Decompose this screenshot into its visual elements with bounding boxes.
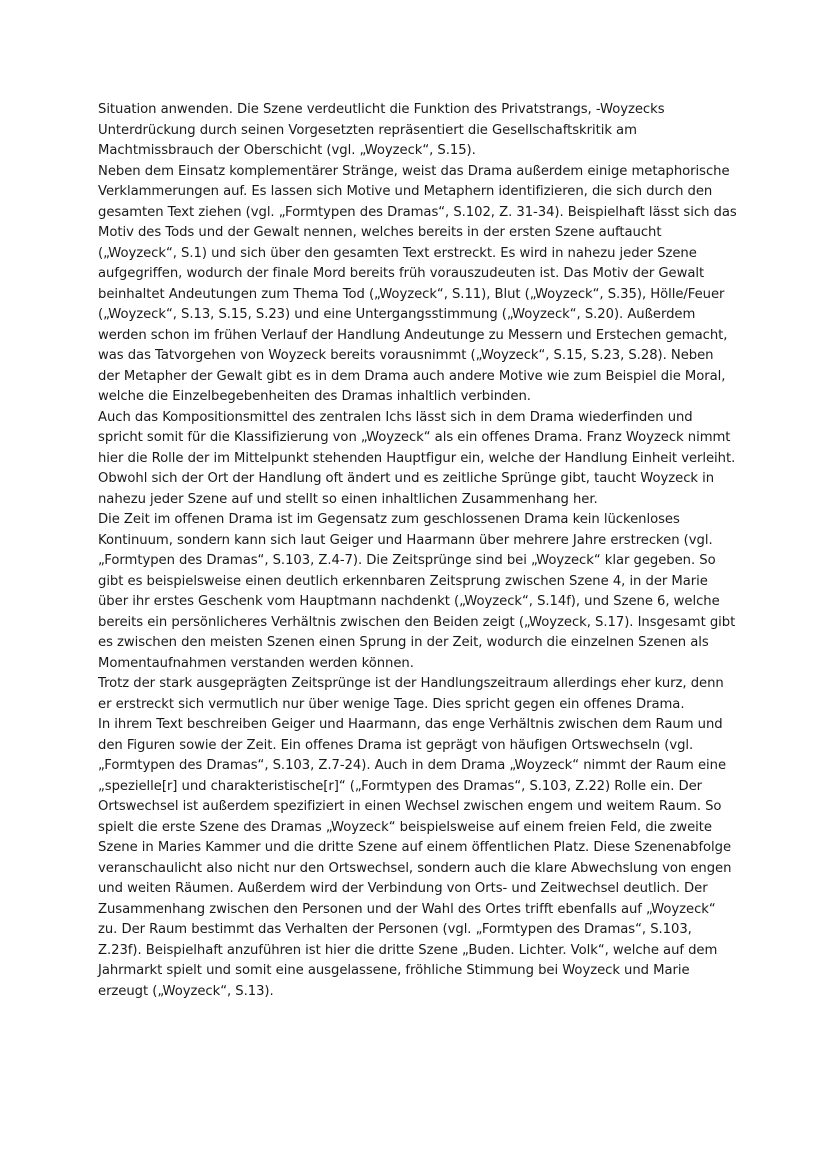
paragraph-time-span: Trotz der stark ausgeprägten Zeitsprünge ist der Handlungszeitraum allerdings eher kurz, denn er erstreckt sich vermutlich nur über wenige Tage. Dies spricht gegen ein offenes Drama. [98, 676, 724, 712]
paragraph-situation: Situation anwenden. Die Szene verdeutlicht die Funktion des Privatstrangs, -Woyzecks Unterdrückung durch seinen Vorgesetzten repräsentiert die Gesellschaftskritik am Machtmissbrauch der Oberschicht (vgl. „Woyzeck“, S.15). [98, 102, 665, 158]
paragraph-time: Die Zeit im offenen Drama ist im Gegensatz zum geschlossenen Drama kein lückenloses Kontinuum, sondern kann sich laut Geiger und Haarmann über mehrere Jahre erstrecken (vgl. „Formtypen des Dramas“, S.103, Z.4-7). Die Zeitsprünge sind bei „Woyzeck“ klar gegeben. So gibt es beispielsweise einen deutlich erkennbaren Zeitsprung zwischen Szene 4, in der Marie über ihr erstes Geschenk vom Hauptmann nachdenkt („Woyzeck“, S.14f), und Szene 6, welche bereits ein persönlicheres Verhältnis zwischen den Beiden zeigt („Woyzeck, S.17). Insgesamt gibt es zwischen den meisten Szenen einen Sprung in der Zeit, wodurch die einzelnen Szenen als Momentaufnahmen verstanden werden können. [98, 512, 736, 671]
document-page [98, 100, 738, 1002]
paragraph-central-self: Auch das Kompositionsmittel des zentralen Ichs lässt sich in dem Drama wiederfinden und spricht somit für die Klassifizierung von „Woyzeck“ als ein offenes Drama. Franz Woyzeck nimmt hier die Rolle der im Mittelpunkt stehenden Hauptfigur ein, welche der Handlung Einheit verleiht. Obwohl sich der Ort der Handlung oft ändert und es zeitliche Sprünge gibt, taucht Woyzeck in nahezu jeder Szene auf und stellt so einen inhaltlichen Zusammenhang her. [98, 409, 736, 507]
paragraph-metaphors: Neben dem Einsatz komplementärer Stränge, weist das Drama außerdem einige metaphorische Verklammerungen auf. Es lassen sich Motive und Metaphern identifizieren, die sich durch den gesamten Text ziehen (vgl. „Formtypen des Dramas“, S.102, Z. 31-34). Beispielhaft lässt sich das Motiv des Tods und der Gewalt nennen, welches bereits in der ersten Szene auftaucht („Woyzeck“, S.1) und sich über den gesamten Text erstreckt. Es wird in nahezu jeder Szene aufgegriffen, wodurch der finale Mord bereits früh vorauszudeuten ist. Das Motiv der Gewalt beinhaltet Andeutungen zum Thema Tod („Woyzeck“, S.11), Blut („Woyzeck“, S.35), Hölle/Feuer („Woyzeck“, S.13, S.15, S.23) und eine Untergangsstimmung („Woyzeck“, S.20). Außerdem werden schon im frühen Verlauf der Handlung Andeutunge zu Messern und Erstechen gemacht, was das Tatvorgehen von Woyzeck bereits vorausnimmt („Woyzeck“, S.15, S.23, S.28). Neben der Metapher der Gewalt gibt es in dem Drama auch andere Motive wie zum Beispiel die Moral, welche die Einzelbegebenheiten des Dramas inhaltlich verbinden. [98, 163, 737, 404]
paragraph-space: In ihrem Text beschreiben Geiger und Haarmann, das enge Verhältnis zwischen dem Raum und den Figuren sowie der Zeit. Ein offenes Drama ist geprägt von häufigen Ortswechseln (vgl. „Formtypen des Dramas“, S.103, Z.7-24). Auch in dem Drama „Woyzeck“ nimmt der Raum eine „spezielle[r] und charakteristische[r]“ („Formtypen des Dramas“, S.103, Z.22) Rolle ein. Der Ortswechsel ist außerdem spezifiziert in einen Wechsel zwischen engem und weitem Raum. So spielt die erste Szene des Dramas „Woyzeck“ beispielsweise auf einem freien Feld, die zweite Szene in Maries Kammer und die dritte Szene auf einem öffentlichen Platz. Diese Szenenabfolge veranschaulicht also nicht nur den Ortswechsel, sondern auch die klare Abwechslung von engen und weiten Räumen. Außerdem wird der Verbindung von Orts- und Zeitwechsel deutlich. Der Zusammenhang zwischen den Personen und der Wahl des Ortes trifft ebenfalls auf „Woyzeck“ zu. Der Raum bestimmt das Verhalten der Personen (vgl. „Formtypen des Dramas“, S.103, Z.23f). Beispielhaft anzuführen ist hier die dritte Szene „Buden. Lichter. Volk“, welche auf dem Jahrmarkt spielt und somit eine ausgelassene, fröhliche Stimmung bei Woyzeck und Marie erzeugt („Woyzeck“, S.13). [98, 717, 732, 999]
